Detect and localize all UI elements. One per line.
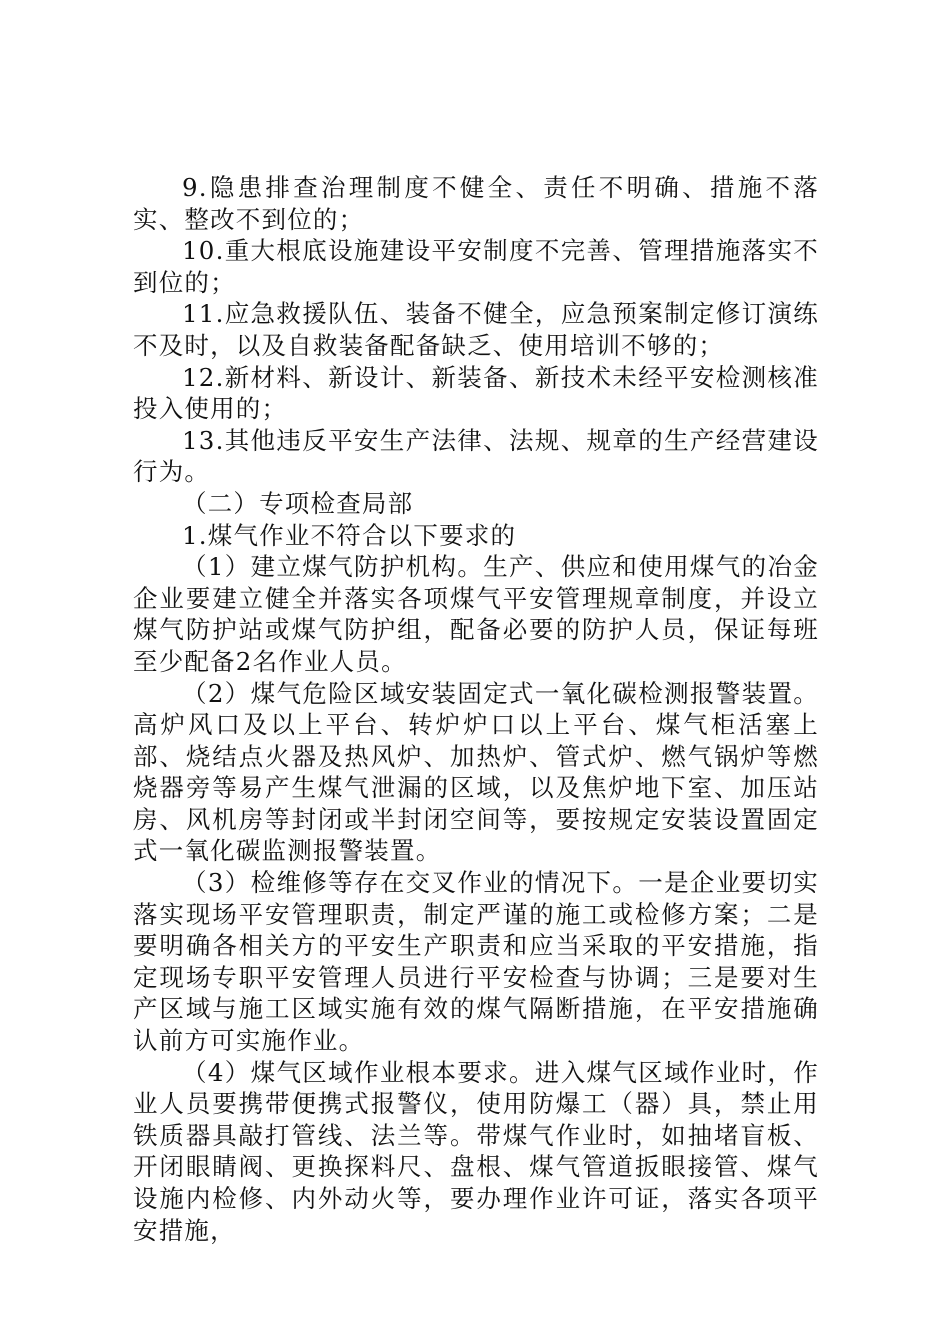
paragraph-item-10: 10.重大根底设施建设平安制度不完善、管理措施落实不到位的；: [133, 236, 819, 297]
paragraph-gas-item-4: （4）煤气区域作业根本要求。进入煤气区域作业时，作业人员要携带便携式报警仪，使用防爆工（器）具，禁止用铁质器具敲打管线、法兰等。带煤气作业时，如抽堵盲板、开闭眼睛阀、更换探料尺、盘根、煤气管道扳眼接管、煤气设施内检修、内外动火等，要办理作业许可证，落实各项平安措施，: [133, 1057, 819, 1245]
paragraph-gas-item-2: （2）煤气危险区域安装固定式一氧化碳检测报警装置。高炉风口及以上平台、转炉炉口以上平台、煤气柜活塞上部、烧结点火器及热风炉、加热炉、管式炉、燃气锅炉等燃烧器旁等易产生煤气泄漏的区域，以及焦炉地下室、加压站房、风机房等封闭或半封闭空间等，要按规定安装设置固定式一氧化碳监测报警装置。: [133, 678, 819, 866]
paragraph-item-12: 12.新材料、新设计、新装备、新技术未经平安检测核准投入使用的；: [133, 362, 819, 424]
subsection-heading-gas-work: 1.煤气作业不符合以下要求的: [182, 520, 517, 550]
paragraph-item-9: 9.隐患排查治理制度不健全、责任不明确、措施不落实、整改不到位的；: [133, 173, 819, 234]
document-body: [133, 172, 819, 1246]
paragraph-gas-item-1: （1）建立煤气防护机构。生产、供应和使用煤气的冶金企业要建立健全并落实各项煤气平安管理规章制度，并设立煤气防护站或煤气防护组，配备必要的防护人员，保证每班至少配备2名作业人员。: [133, 552, 819, 676]
paragraph-gas-item-3: （3）检维修等存在交叉作业的情况下。一是企业要切实落实现场平安管理职责，制定严谨的施工或检修方案；二是要明确各相关方的平安生产职责和应当采取的平安措施，指定现场专职平安管理人员进行平安检查与协调；三是要对生产区域与施工区域实施有效的煤气隔断措施，在平安措施确认前方可实施作业。: [133, 868, 819, 1056]
paragraph-item-11: 11.应急救援队伍、装备不健全，应急预案制定修订演练不及时，以及自救装备配备缺乏、使用培训不够的；: [133, 299, 819, 360]
paragraph-item-13: 13.其他违反平安生产法律、法规、规章的生产经营建设行为。: [133, 425, 819, 487]
section-heading-special-inspection: （二）专项检查局部: [182, 488, 414, 518]
